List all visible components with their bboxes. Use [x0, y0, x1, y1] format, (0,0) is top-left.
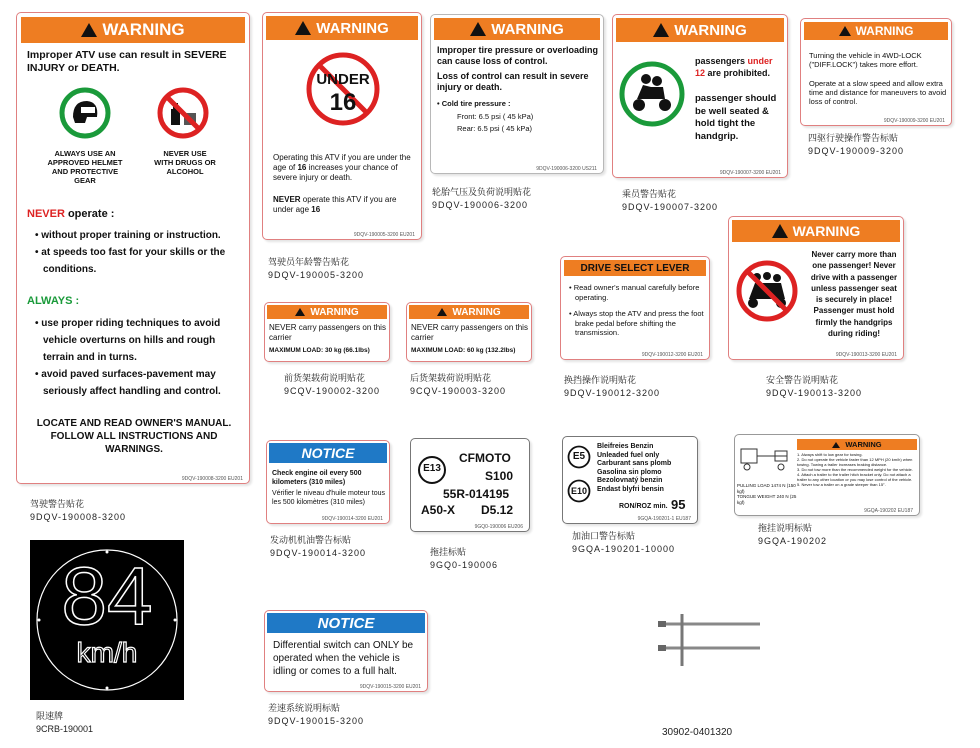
safety-caption: 安全警告说明贴花 9DQV-190013-3200	[766, 375, 863, 398]
4wd-text-2: Operate at a slow speed and allow extra time and distance for maneuvers to avoid loss of control.	[809, 79, 947, 106]
ron-number: 95	[671, 497, 686, 512]
tow-caption: 拖挂说明标贴 9GQA-190202	[758, 523, 828, 546]
speed-limit-sign	[30, 540, 184, 700]
oil-text-en: Check engine oil every 500 kilometers (310 miles)	[272, 470, 362, 486]
front-rack-caption: 前货架载荷说明贴花 9CQV-190002-3200	[284, 373, 381, 396]
rear-pressure: Rear: 6.5 psi ( 45 kPa)	[457, 124, 533, 133]
ron-label: RON/ROZ min.	[619, 503, 668, 510]
sign-number: 16	[329, 89, 357, 116]
passenger-warning-label	[612, 14, 788, 178]
intro-text: Improper ATV use can result in SEVERE INJURY or DEATH.	[27, 49, 227, 74]
diff-text: Differential switch can ONLY be operated when the vehicle is idling or comes to a full halt.	[273, 640, 414, 677]
part-footer: 9GQA-190202 EU187	[864, 508, 913, 514]
rear-rack-caption: 后货架载荷说明贴花 9CQV-190003-3200	[410, 373, 507, 396]
notice-header: NOTICE	[267, 613, 425, 633]
part-footer: 9DQV-190014-3200 EU201	[321, 516, 383, 522]
speed-caption: 限速牌 9CRB-190001	[36, 711, 94, 734]
fuel-lines: Bleifreies Benzin Unleaded fuel only Carburant sans plomb Gasolina sin plomo Bezolovnatý benzin Endast blyfri bensin	[597, 443, 672, 493]
part-footer: 9GQA-190201-1 EU187	[637, 516, 691, 522]
tire-caption: 轮胎气压及负荷说明贴花 9DQV-190006-3200	[432, 187, 532, 210]
never-heading: NEVER operate :	[27, 208, 115, 220]
engine-oil-notice-label	[266, 440, 390, 524]
warning-header: WARNING	[267, 305, 387, 319]
part-footer: 9DQV-190013-3200 EU201	[835, 352, 897, 358]
always-list	[31, 315, 243, 400]
brand-name: CFMOTO	[459, 451, 511, 465]
bracket-part-drawing	[656, 610, 766, 670]
towing-instruction-label	[734, 434, 920, 516]
part-footer: 9DQV-190005-3200 EU201	[353, 232, 415, 238]
class-code: A50-X	[421, 503, 456, 517]
warning-triangle-icon	[295, 21, 311, 35]
never-list	[31, 227, 243, 278]
drive-select-lever-label	[560, 256, 710, 360]
part-footer: 9DQV-190009-3200 EU201	[883, 118, 945, 124]
passenger-text-2: passenger should be well seated & hold tight the handgrip.	[695, 93, 777, 142]
speed-number: 84	[61, 551, 153, 642]
oil-caption: 发动机机油警告标贴 9DQV-190014-3200	[270, 535, 367, 558]
fuel-caption: 加油口警告标贴 9GQA-190201-10000	[572, 531, 676, 554]
warning-triangle-icon	[437, 308, 447, 316]
approval-number: 55R-014195	[443, 487, 510, 501]
e5-text: E5	[572, 451, 586, 462]
front-rack-max-load: MAXIMUM LOAD: 30 kg (66.1lbs)	[269, 347, 370, 354]
warning-header: WARNING	[434, 18, 600, 40]
helmet-icon	[59, 87, 111, 139]
fuel-cap-warning-label	[562, 436, 698, 524]
cfmoto-homologation-label	[410, 438, 530, 532]
part-footer: 9DQV-190012-3200 EU201	[641, 352, 703, 358]
drugs-caption: NEVER USE WITH DRUGS OR ALCOHOL	[154, 149, 216, 176]
4wd-text-1: Turning the vehicle in 4WD-LOCK ("DIFF.LOCK") takes more effort.	[809, 51, 922, 69]
age-caption: 驾驶员年龄警告贴花 9DQV-190005-3200	[268, 257, 365, 280]
e-mark-text: E13	[423, 463, 441, 474]
drive-item-2: • Always stop the ATV and press the foot brake pedal before shifting the transmission.	[569, 309, 704, 337]
front-rack-load-label	[264, 302, 390, 362]
part-footer: 9DQV-190006-3200 US211	[536, 166, 597, 172]
d-value: D5.12	[481, 503, 514, 517]
warning-triangle-icon	[653, 23, 669, 37]
4wd-lock-warning-label	[800, 18, 952, 126]
drive-select-header: DRIVE SELECT LEVER	[564, 260, 706, 276]
warning-header: WARNING	[616, 18, 784, 42]
age-text-2: NEVER operate this ATV if you are under age 16	[273, 195, 397, 214]
riders-allowed-icon	[619, 61, 685, 127]
drive-item-1: • Read owner's manual carefully before operating.	[569, 283, 700, 302]
rear-rack-max-load: MAXIMUM LOAD: 60 kg (132.2lbs)	[411, 347, 516, 354]
e10-text: E10	[570, 486, 587, 496]
warning-triangle-icon	[81, 23, 97, 37]
trailer-hitch-diagram-icon	[737, 443, 793, 487]
sign-under-text: UNDER	[316, 71, 370, 88]
cfmoto-caption: 拖挂标贴 9GQ0-190006	[430, 547, 499, 570]
warning-header: WARNING	[21, 17, 245, 43]
warning-triangle-icon	[839, 26, 851, 36]
list-item: • without proper training or instruction.	[35, 230, 221, 241]
4wd-caption: 四驱行驶操作警告标贴 9DQV-190009-3200	[808, 133, 905, 156]
front-pressure: Front: 6.5 psi ( 45 kPa)	[457, 112, 534, 121]
drive-caption: 换挡操作说明贴花 9DQV-190012-3200	[564, 375, 661, 398]
warning-header: WARNING	[804, 22, 948, 40]
warning-header: WARNING	[409, 305, 529, 319]
part-footer: 9DQV-190008-3200 EU201	[181, 476, 243, 482]
notice-header: NOTICE	[269, 443, 387, 463]
pulling-load: PULLING LOAD 1474 N (150 kgf) TONGUE WEIGHT 240 N (25 kgf)	[737, 483, 797, 505]
list-item: • at speeds too fast for your skills or the conditions.	[35, 247, 226, 275]
warning-header: WARNING	[732, 220, 900, 242]
age-text-1: Operating this ATV if you are under the age of 16 increases your chance of severe injury or death.	[273, 153, 411, 182]
passenger-caption: 乘员警告贴花 9DQV-190007-3200	[622, 189, 719, 212]
atv-use-warning-label	[16, 12, 250, 484]
no-drugs-alcohol-icon	[157, 87, 209, 139]
always-heading: ALWAYS :	[27, 295, 80, 307]
part-footer: 9DQV-190015-3200 EU201	[359, 684, 421, 690]
warning-triangle-icon	[470, 22, 486, 36]
part-footer: 9GQ0-190006 EU206	[474, 524, 523, 530]
warning-triangle-icon	[295, 308, 305, 316]
warning-header: WARNING	[266, 16, 418, 40]
speed-unit: km/h	[76, 637, 138, 668]
part-footer: 9DQV-190007-3200 EU201	[719, 170, 781, 176]
differential-notice-label	[264, 610, 428, 692]
tire-pressure-warning-label	[430, 14, 604, 174]
towing-rules: 1. Always shift to low gear for towing. 2. Do not operate the vehicle faster than 12 MPH (20 km/h) when towing. Towing a trailer increases braking distance. 3. Do not tow more than the recommended weight for the vehicle. 4. Attach a trailer to the trailer hitch bracket only. Do not attach a trailer to any other location or you may lose control of the vehicle. 5. Never tow a trailer on a grade steeper than 15°.	[797, 452, 913, 487]
model-code: S100	[485, 469, 514, 483]
list-item: • use proper riding techniques to avoid vehicle overturns on hills and rough terrain and in turns.	[35, 318, 221, 363]
passenger-text-1: passengers under 12 are prohibited.	[695, 56, 773, 78]
warning-triangle-icon	[772, 224, 788, 238]
safety-text: Never carry more than one passenger! Never drive with a passenger unless passenger seat is securely in place! Passenger must hold firmly the handgrips during riding!	[810, 250, 898, 339]
age-warning-label	[262, 12, 422, 240]
helmet-caption: ALWAYS USE AN APPROVED HELMET AND PROTECTIVE GEAR	[47, 149, 123, 185]
warning-header: WARNING	[797, 439, 917, 450]
oil-text-fr: Vérifier le niveau d'huile moteur tous les 500 kilomètres (310 miles)	[272, 490, 386, 506]
tire-text-2: Loss of control can result in severe injury or death.	[437, 71, 589, 92]
diff-caption: 差速系统说明标贴 9DQV-190015-3200	[268, 703, 365, 726]
list-item: • avoid paved surfaces-pavement may seriously affect handling and control.	[35, 369, 221, 397]
main-caption: 驾驶警告贴花 9DQV-190008-3200	[30, 499, 127, 522]
cold-pressure-label: • Cold tire pressure :	[437, 99, 511, 108]
tire-text-1: Improper tire pressure or overloading can cause loss of control.	[437, 45, 599, 66]
no-extra-passengers-icon	[735, 259, 799, 323]
passenger-safety-warning-label	[728, 216, 904, 360]
bracket-caption: 30902-0401320	[662, 727, 733, 738]
front-rack-text: NEVER carry passengers on this carrier	[269, 323, 386, 342]
rear-rack-load-label	[406, 302, 532, 362]
warning-triangle-icon	[832, 442, 840, 448]
closing-text: LOCATE AND READ OWNER'S MANUAL. FOLLOW ALL INSTRUCTIONS AND WARNINGS.	[36, 418, 232, 455]
rear-rack-text: NEVER carry passengers on this carrier	[411, 323, 528, 342]
